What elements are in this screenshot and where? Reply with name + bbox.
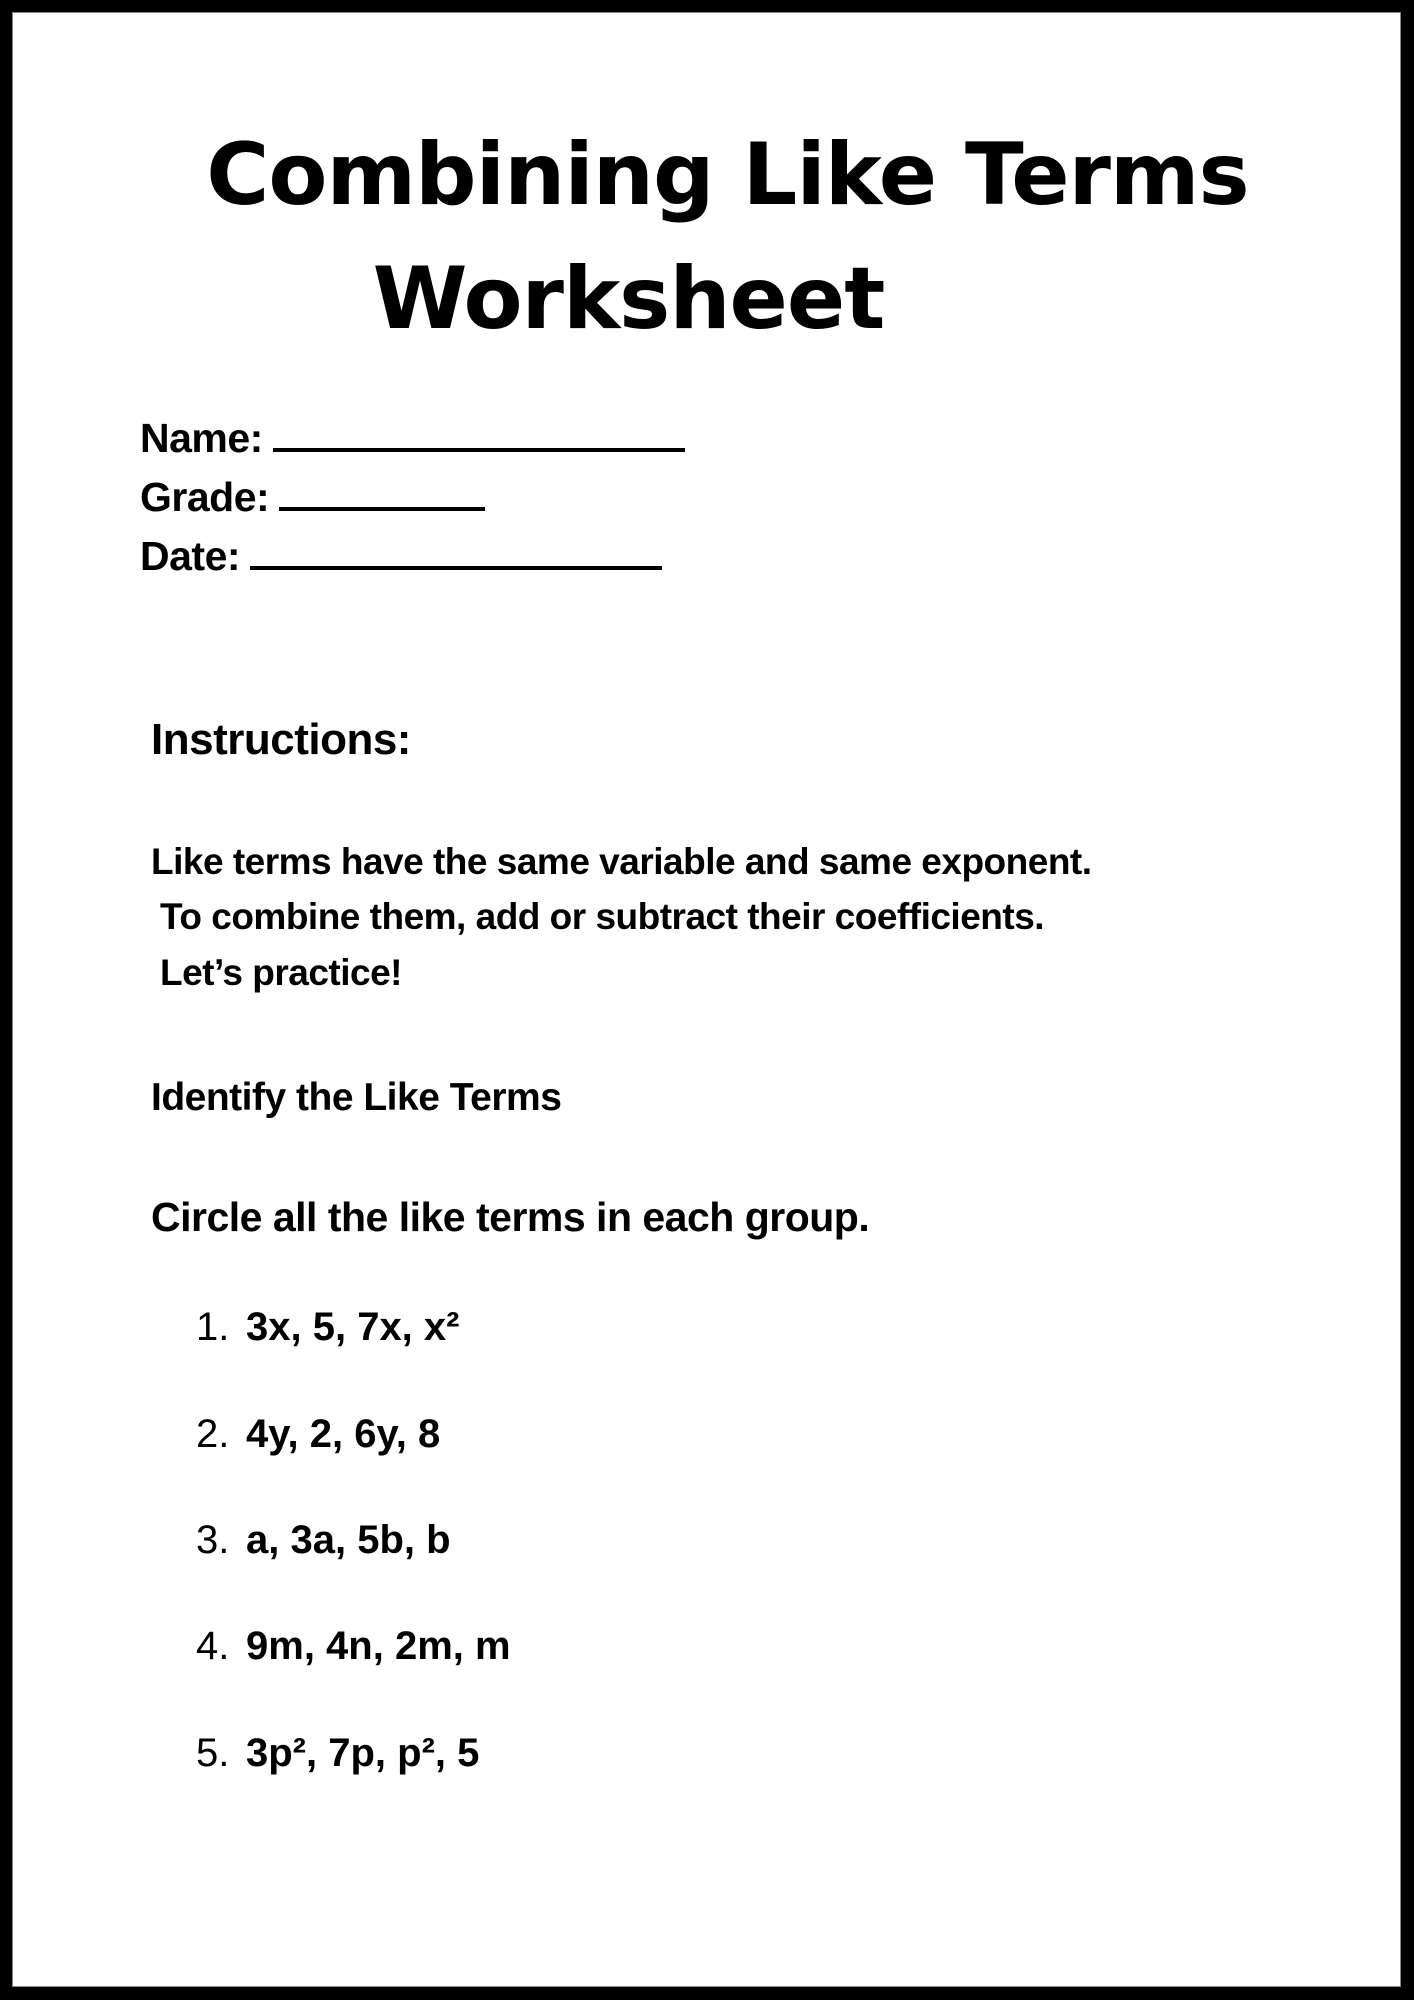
name-field (140, 415, 685, 461)
title-line-1: Combining Like Terms (206, 125, 1249, 225)
question-item (196, 1733, 479, 1773)
section-heading: Identify the Like Terms (151, 1076, 562, 1119)
instructions-line-3: Let’s practice! (160, 952, 402, 993)
question-item (196, 1626, 511, 1666)
instructions-heading: Instructions: (151, 715, 411, 764)
title-line-2: Worksheet (372, 249, 885, 349)
section-instruction: Circle all the like terms in each group. (151, 1194, 870, 1240)
date-field (140, 533, 662, 579)
name-label: Name: (140, 415, 263, 461)
question-number: 2. (196, 1412, 230, 1456)
grade-field (140, 474, 485, 520)
worksheet-page (12, 12, 1401, 1987)
question-number: 1. (196, 1305, 230, 1349)
question-terms[interactable]: 3x, 5, 7x, x² (246, 1305, 460, 1349)
name-blank-line[interactable] (273, 418, 685, 452)
question-terms[interactable]: a, 3a, 5b, b (246, 1518, 451, 1562)
question-terms[interactable]: 3p², 7p, p², 5 (246, 1731, 480, 1775)
question-item (196, 1307, 459, 1347)
date-blank-line[interactable] (250, 536, 662, 570)
question-number: 3. (196, 1518, 230, 1562)
grade-label: Grade: (140, 474, 270, 520)
instructions-line-1: Like terms have the same variable and same exponent. (151, 841, 1092, 882)
instructions-line-2: To combine them, add or subtract their coefficients. (160, 896, 1045, 937)
question-number: 5. (196, 1731, 230, 1775)
question-terms[interactable]: 4y, 2, 6y, 8 (246, 1412, 441, 1456)
grade-blank-line[interactable] (279, 477, 485, 511)
question-number: 4. (196, 1624, 230, 1668)
question-terms[interactable]: 9m, 4n, 2m, m (246, 1624, 511, 1668)
date-label: Date: (140, 533, 241, 579)
question-item (196, 1520, 451, 1560)
question-item (196, 1414, 440, 1454)
